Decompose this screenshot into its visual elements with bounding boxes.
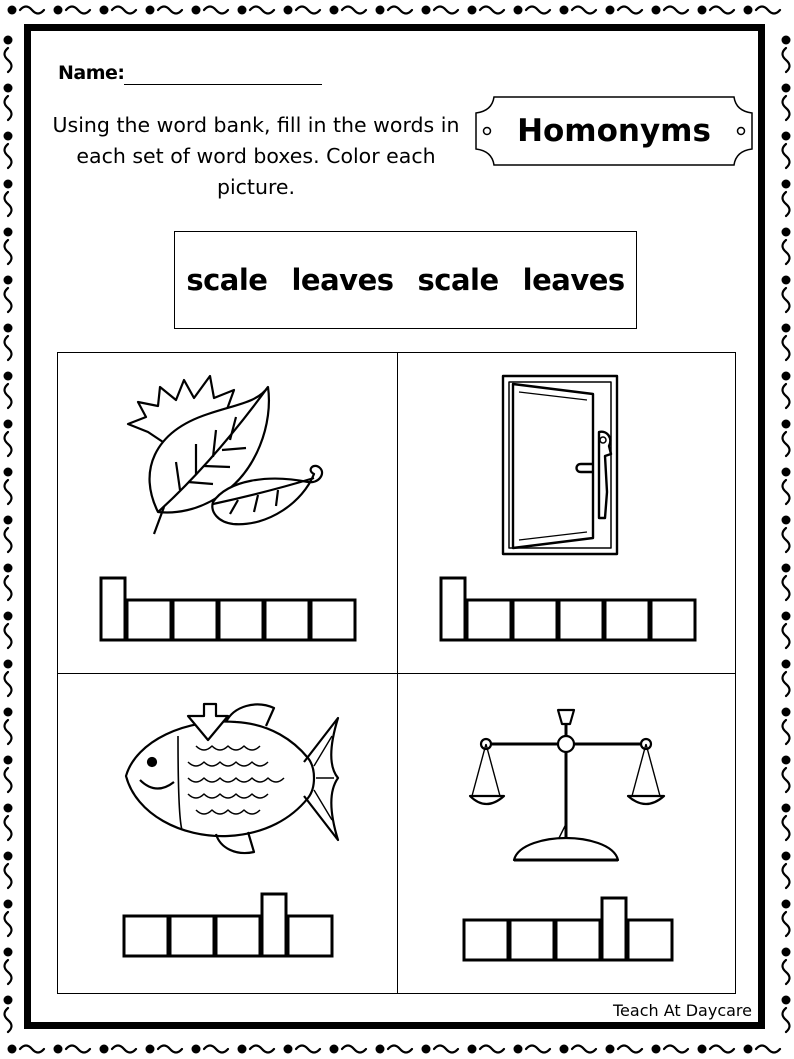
border-squiggle [783, 48, 790, 72]
border-squiggle [296, 1046, 320, 1053]
border-dot [238, 1045, 247, 1054]
border-squiggle [783, 864, 790, 888]
border-squiggle [434, 1046, 458, 1053]
letter-box[interactable] [288, 916, 332, 956]
border-squiggle [5, 1008, 12, 1032]
border-dot [100, 6, 109, 15]
border-squiggle [526, 7, 550, 14]
border-dot [4, 564, 13, 573]
border-squiggle [5, 912, 12, 936]
border-squiggle [250, 7, 274, 14]
border-squiggle [66, 7, 90, 14]
border-dot [192, 1045, 201, 1054]
border-squiggle [5, 624, 12, 648]
border-squiggle [5, 144, 12, 168]
border-dot [514, 6, 523, 15]
border-squiggle [388, 7, 412, 14]
border-dot [4, 132, 13, 141]
border-squiggle [783, 720, 790, 744]
letter-boxes [122, 892, 334, 958]
border-dot [698, 1045, 707, 1054]
border-dot [652, 1045, 661, 1054]
border-squiggle [296, 7, 320, 14]
border-dot [782, 516, 791, 525]
border-dot [284, 6, 293, 15]
border-squiggle [5, 816, 12, 840]
letter-box[interactable] [467, 600, 511, 640]
border-squiggle [710, 1046, 734, 1053]
border-dot [560, 6, 569, 15]
border-squiggle [783, 816, 790, 840]
border-squiggle [783, 1008, 790, 1032]
letter-boxes [462, 896, 674, 962]
border-squiggle [783, 192, 790, 216]
border-squiggle [618, 1046, 642, 1053]
border-squiggle [250, 1046, 274, 1053]
border-squiggle [710, 7, 734, 14]
border-dot [4, 84, 13, 93]
border-dot [54, 6, 63, 15]
fish-icon [116, 696, 351, 861]
word-bank-word: leaves [291, 263, 394, 297]
border-dot [560, 1045, 569, 1054]
border-dot [782, 948, 791, 957]
border-squiggle [5, 960, 12, 984]
border-squiggle [783, 480, 790, 504]
border-dot [4, 852, 13, 861]
border-squiggle [783, 96, 790, 120]
border-squiggle [342, 7, 366, 14]
border-squiggle [5, 768, 12, 792]
border-squiggle [112, 7, 136, 14]
border-dot [330, 6, 339, 15]
letter-boxes [439, 576, 697, 642]
border-squiggle [5, 480, 12, 504]
letter-boxes [99, 576, 357, 642]
border-squiggle [664, 1046, 688, 1053]
border-dot [54, 1045, 63, 1054]
letter-box[interactable] [513, 600, 557, 640]
border-squiggle [572, 1046, 596, 1053]
letter-box[interactable] [559, 600, 603, 640]
border-dot [4, 996, 13, 1005]
border-dot [4, 948, 13, 957]
border-squiggle [783, 144, 790, 168]
border-dot [606, 1045, 615, 1054]
border-dot [238, 6, 247, 15]
border-dot [4, 180, 13, 189]
word-bank-word: scale [186, 263, 268, 297]
letter-box[interactable] [127, 600, 171, 640]
word-bank [174, 231, 637, 329]
name-line[interactable] [124, 84, 322, 85]
border-dot [782, 756, 791, 765]
border-dot [4, 36, 13, 45]
letter-box[interactable] [170, 916, 214, 956]
letter-box[interactable] [464, 920, 508, 960]
border-squiggle [783, 384, 790, 408]
border-squiggle [342, 1046, 366, 1053]
border-dot [4, 660, 13, 669]
border-squiggle [783, 624, 790, 648]
border-dot [782, 228, 791, 237]
letter-box[interactable] [556, 920, 600, 960]
border-dot [192, 6, 201, 15]
leaves-icon [118, 362, 338, 547]
border-squiggle [783, 240, 790, 264]
border-dot [4, 900, 13, 909]
border-squiggle [434, 7, 458, 14]
border-dot [4, 516, 13, 525]
border-dot [4, 756, 13, 765]
border-squiggle [526, 1046, 550, 1053]
door-leaving-icon [495, 372, 625, 557]
border-dot [4, 372, 13, 381]
border-squiggle [5, 672, 12, 696]
border-dot [330, 1045, 339, 1054]
border-dot [782, 372, 791, 381]
border-dot [100, 1045, 109, 1054]
border-dot [782, 468, 791, 477]
border-dot [744, 6, 753, 15]
letter-box[interactable] [219, 600, 263, 640]
letter-box[interactable] [173, 600, 217, 640]
border-squiggle [664, 7, 688, 14]
border-dot [8, 6, 17, 15]
border-squiggle [783, 528, 790, 552]
border-dot [782, 900, 791, 909]
border-squiggle [783, 576, 790, 600]
border-squiggle [204, 7, 228, 14]
border-dot [4, 420, 13, 429]
border-dot [782, 804, 791, 813]
border-squiggle [480, 7, 504, 14]
instructions: Using the word bank, fill in the words in each set of word boxes. Color each picture. [52, 113, 460, 199]
letter-box[interactable] [124, 916, 168, 956]
border-dot [422, 1045, 431, 1054]
letter-box[interactable] [311, 600, 355, 640]
border-squiggle [20, 7, 44, 14]
border-dot [8, 1045, 17, 1054]
border-squiggle [204, 1046, 228, 1053]
border-dot [782, 660, 791, 669]
border-dot [782, 36, 791, 45]
border-dot [698, 6, 707, 15]
border-dot [782, 84, 791, 93]
border-squiggle [388, 1046, 412, 1053]
grid-divider-horizontal [57, 673, 736, 674]
border-squiggle [5, 384, 12, 408]
border-dot [782, 132, 791, 141]
border-dot [4, 468, 13, 477]
border-squiggle [5, 576, 12, 600]
border-dot [4, 228, 13, 237]
border-squiggle [783, 336, 790, 360]
border-dot [782, 420, 791, 429]
border-dot [468, 6, 477, 15]
letter-box-tall[interactable] [441, 578, 465, 640]
border-dot [782, 180, 791, 189]
border-squiggle [112, 1046, 136, 1053]
letter-box-tall[interactable] [262, 894, 286, 956]
border-squiggle [5, 288, 12, 312]
border-dot [782, 996, 791, 1005]
border-squiggle [618, 7, 642, 14]
letter-box[interactable] [605, 600, 649, 640]
border-squiggle [783, 912, 790, 936]
border-squiggle [5, 528, 12, 552]
border-squiggle [783, 768, 790, 792]
border-squiggle [158, 1046, 182, 1053]
border-squiggle [756, 1046, 780, 1053]
border-dot [146, 1045, 155, 1054]
footer-credit: Teach At Daycare [612, 1001, 752, 1020]
border-squiggle [5, 720, 12, 744]
border-squiggle [5, 48, 12, 72]
letter-box-tall[interactable] [101, 578, 125, 640]
border-squiggle [480, 1046, 504, 1053]
border-dot [782, 276, 791, 285]
border-dot [422, 6, 431, 15]
border-dot [514, 1045, 523, 1054]
border-squiggle [5, 336, 12, 360]
border-dot [782, 564, 791, 573]
border-dot [4, 804, 13, 813]
border-dot [376, 1045, 385, 1054]
border-dot [4, 324, 13, 333]
border-dot [782, 612, 791, 621]
border-dot [652, 6, 661, 15]
border-dot [782, 708, 791, 717]
border-squiggle [5, 192, 12, 216]
letter-box[interactable] [628, 920, 672, 960]
border-squiggle [5, 96, 12, 120]
border-squiggle [5, 240, 12, 264]
letter-box[interactable] [651, 600, 695, 640]
border-dot [284, 1045, 293, 1054]
border-squiggle [783, 672, 790, 696]
border-dot [782, 324, 791, 333]
border-dot [782, 852, 791, 861]
border-dot [146, 6, 155, 15]
border-squiggle [5, 432, 12, 456]
border-squiggle [756, 7, 780, 14]
border-dot [4, 708, 13, 717]
border-squiggle [66, 1046, 90, 1053]
border-squiggle [572, 7, 596, 14]
worksheet-title: Homonyms [517, 113, 711, 149]
border-dot [468, 1045, 477, 1054]
border-squiggle [158, 7, 182, 14]
word-bank-word: leaves [522, 263, 625, 297]
border-dot [744, 1045, 753, 1054]
letter-box[interactable] [265, 600, 309, 640]
balance-scale-icon [466, 704, 666, 872]
border-squiggle [783, 960, 790, 984]
word-bank-word: scale [417, 263, 499, 297]
border-squiggle [20, 1046, 44, 1053]
border-squiggle [783, 432, 790, 456]
border-dot [376, 6, 385, 15]
border-dot [4, 276, 13, 285]
letter-box[interactable] [510, 920, 554, 960]
border-dot [4, 612, 13, 621]
border-squiggle [5, 864, 12, 888]
name-label: Name: [58, 62, 125, 84]
border-squiggle [783, 288, 790, 312]
letter-box-tall[interactable] [602, 898, 626, 960]
border-dot [606, 6, 615, 15]
letter-box[interactable] [216, 916, 260, 956]
